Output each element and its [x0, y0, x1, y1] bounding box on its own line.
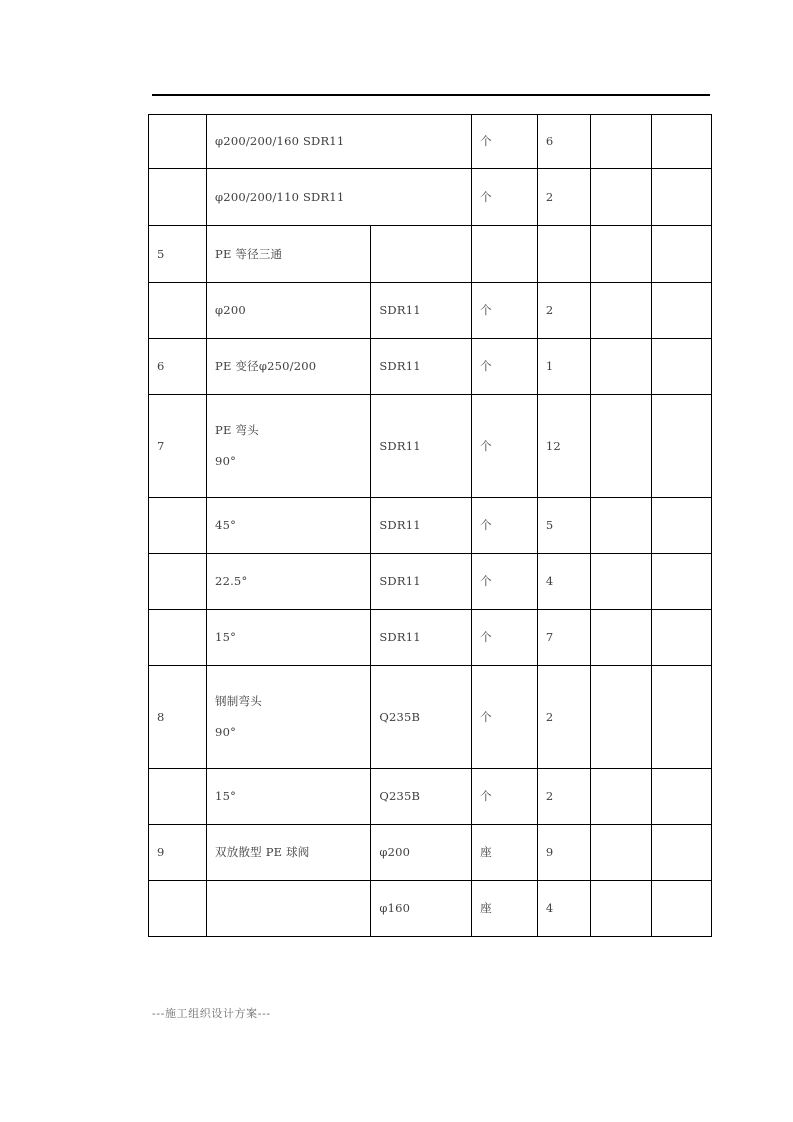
- cell-name: φ200/200/110 SDR11: [207, 169, 472, 226]
- header-rule: [152, 94, 710, 96]
- cell-extra2: [651, 554, 711, 610]
- table-row: [149, 395, 712, 498]
- cell-serial: 9: [149, 825, 207, 881]
- cell-spec: φ160: [371, 881, 472, 937]
- cell-extra1: [591, 226, 651, 283]
- cell-spec: [371, 226, 472, 283]
- cell-spec: SDR11: [371, 283, 472, 339]
- cell-extra2: [651, 666, 711, 769]
- cell-serial: [149, 881, 207, 937]
- cell-extra1: [591, 769, 651, 825]
- cell-name: PE 等径三通: [207, 226, 371, 283]
- table-row: [149, 610, 712, 666]
- cell-qty: 2: [537, 283, 591, 339]
- table-row: [149, 554, 712, 610]
- table-row: [149, 339, 712, 395]
- cell-name: 22.5°: [207, 554, 371, 610]
- cell-extra1: [591, 339, 651, 395]
- cell-qty: 9: [537, 825, 591, 881]
- cell-spec: Q235B: [371, 666, 472, 769]
- table-row: [149, 226, 712, 283]
- table-row: [149, 769, 712, 825]
- table-row: [149, 283, 712, 339]
- cell-unit: 个: [472, 115, 538, 169]
- cell-spec: SDR11: [371, 610, 472, 666]
- cell-name: 双放散型 PE 球阀: [207, 825, 371, 881]
- cell-unit: 个: [472, 283, 538, 339]
- cell-serial: 6: [149, 339, 207, 395]
- cell-unit: 个: [472, 339, 538, 395]
- cell-extra1: [591, 610, 651, 666]
- cell-unit: 个: [472, 554, 538, 610]
- cell-unit: 个: [472, 498, 538, 554]
- cell-extra1: [591, 554, 651, 610]
- cell-extra2: [651, 169, 711, 226]
- table-row: [149, 498, 712, 554]
- cell-name: [207, 666, 371, 769]
- cell-extra2: [651, 825, 711, 881]
- cell-extra1: [591, 881, 651, 937]
- cell-qty: [537, 226, 591, 283]
- cell-serial: 5: [149, 226, 207, 283]
- cell-unit: 座: [472, 881, 538, 937]
- cell-name-line1: 钢制弯头: [215, 694, 262, 709]
- footer-note: ---施工组织设计方案---: [152, 1007, 271, 1020]
- table-body: [149, 115, 712, 937]
- cell-extra1: [591, 825, 651, 881]
- cell-qty: 1: [537, 339, 591, 395]
- cell-name: 15°: [207, 769, 371, 825]
- cell-name-line2: 90°: [215, 454, 237, 468]
- cell-extra2: [651, 115, 711, 169]
- table-row: [149, 825, 712, 881]
- cell-extra2: [651, 226, 711, 283]
- cell-unit: 座: [472, 825, 538, 881]
- cell-serial: 7: [149, 395, 207, 498]
- cell-name-line1: PE 弯头: [215, 423, 259, 438]
- cell-unit: 个: [472, 610, 538, 666]
- table-row: [149, 115, 712, 169]
- cell-spec: SDR11: [371, 498, 472, 554]
- cell-serial: 8: [149, 666, 207, 769]
- cell-name-spacer: [215, 439, 362, 453]
- cell-spec: SDR11: [371, 395, 472, 498]
- cell-extra2: [651, 881, 711, 937]
- cell-unit: 个: [472, 169, 538, 226]
- cell-qty: 2: [537, 169, 591, 226]
- cell-qty: 4: [537, 881, 591, 937]
- cell-serial: [149, 169, 207, 226]
- cell-qty: 2: [537, 769, 591, 825]
- cell-extra2: [651, 610, 711, 666]
- cell-serial: [149, 115, 207, 169]
- cell-unit: 个: [472, 769, 538, 825]
- cell-extra1: [591, 283, 651, 339]
- cell-serial: [149, 283, 207, 339]
- cell-name: 45°: [207, 498, 371, 554]
- cell-spec: φ200: [371, 825, 472, 881]
- cell-serial: [149, 610, 207, 666]
- cell-extra2: [651, 769, 711, 825]
- cell-qty: 7: [537, 610, 591, 666]
- table-row: [149, 666, 712, 769]
- cell-extra1: [591, 169, 651, 226]
- cell-extra1: [591, 498, 651, 554]
- cell-name: φ200: [207, 283, 371, 339]
- cell-qty: 2: [537, 666, 591, 769]
- cell-extra2: [651, 498, 711, 554]
- cell-name: φ200/200/160 SDR11: [207, 115, 472, 169]
- material-quantity-table: [148, 114, 712, 937]
- cell-serial: [149, 769, 207, 825]
- cell-qty: 4: [537, 554, 591, 610]
- cell-extra2: [651, 395, 711, 498]
- cell-extra2: [651, 283, 711, 339]
- cell-spec: Q235B: [371, 769, 472, 825]
- cell-serial: [149, 498, 207, 554]
- cell-name-line2: 90°: [215, 725, 237, 739]
- cell-qty: 6: [537, 115, 591, 169]
- cell-spec: SDR11: [371, 339, 472, 395]
- cell-extra2: [651, 339, 711, 395]
- cell-name: PE 变径φ250/200: [207, 339, 371, 395]
- cell-extra1: [591, 666, 651, 769]
- cell-qty: 12: [537, 395, 591, 498]
- cell-qty: 5: [537, 498, 591, 554]
- cell-extra1: [591, 395, 651, 498]
- cell-extra1: [591, 115, 651, 169]
- cell-spec: SDR11: [371, 554, 472, 610]
- cell-name: 15°: [207, 610, 371, 666]
- table-row: [149, 169, 712, 226]
- cell-unit: 个: [472, 666, 538, 769]
- cell-unit: 个: [472, 395, 538, 498]
- cell-unit: [472, 226, 538, 283]
- table-row: [149, 881, 712, 937]
- cell-name-spacer: [215, 710, 362, 724]
- cell-serial: [149, 554, 207, 610]
- cell-name: [207, 395, 371, 498]
- cell-name: [207, 881, 371, 937]
